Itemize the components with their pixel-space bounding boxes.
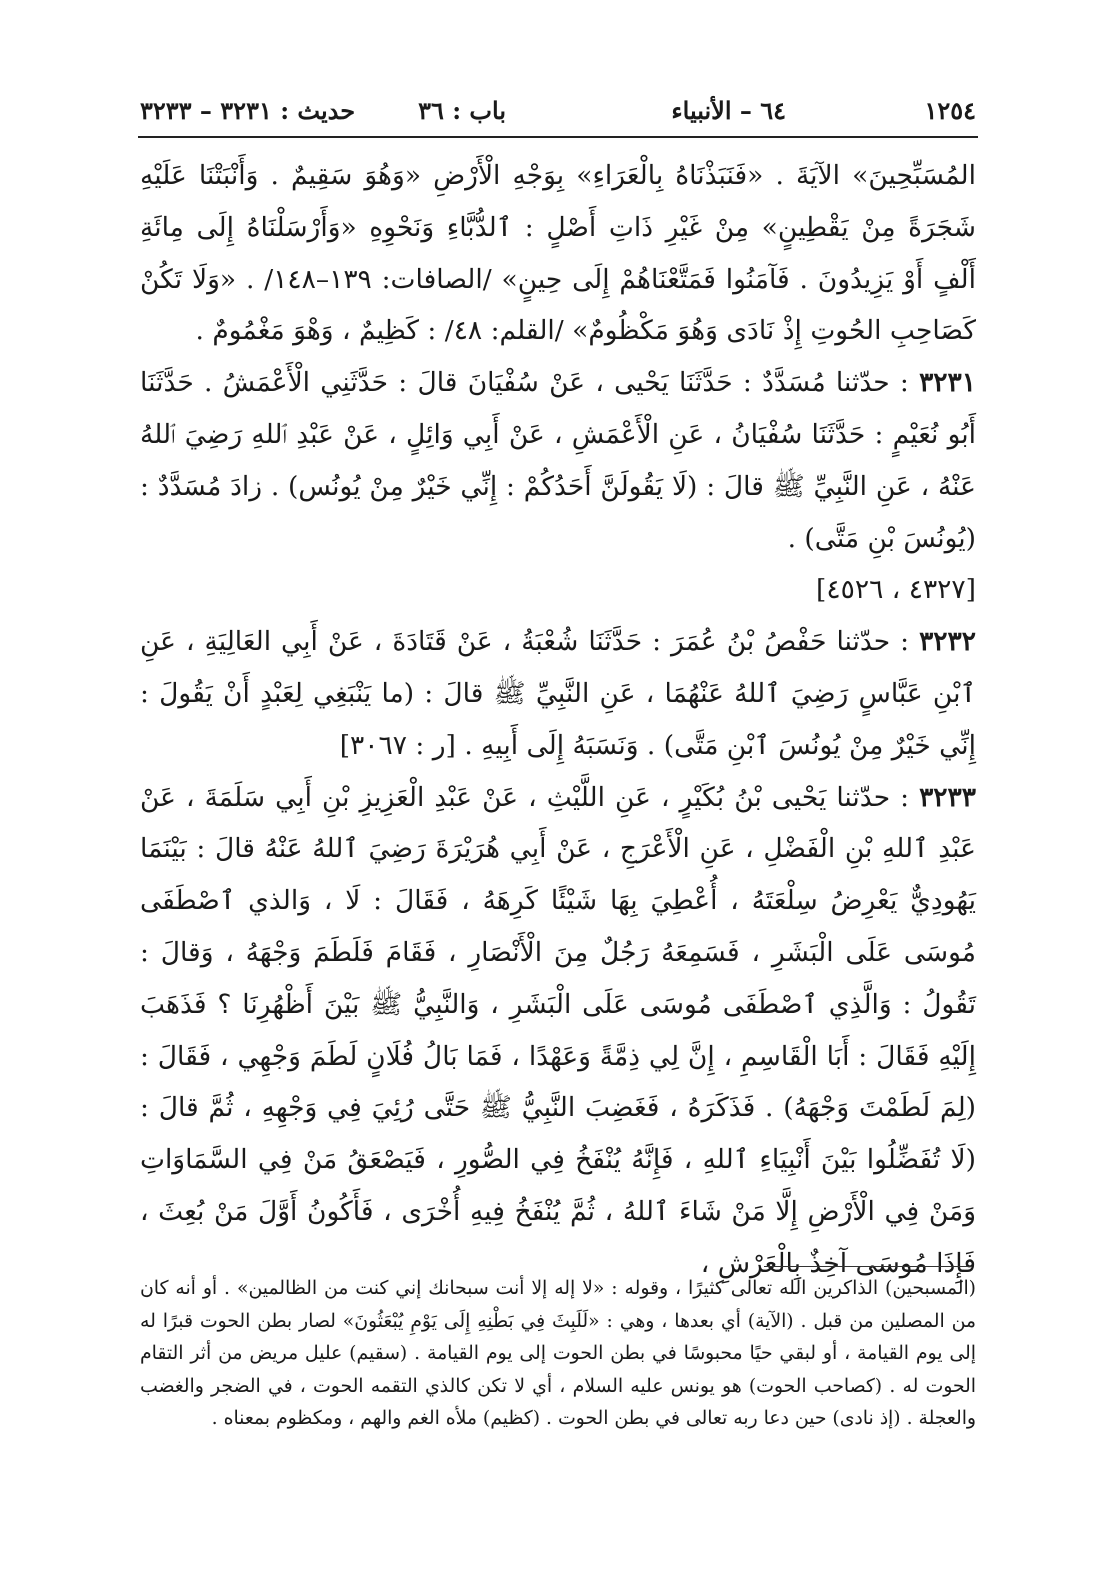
intro-paragraph: المُسَبِّحِينَ» الآيَةَ . «فَنَبَذْنَاهُ بِالْعَرَاءِ» بِوَجْهِ الْأَرْضِ «وَهُوَ سَقِيمٌ . وَأَنْبَتْنَا عَلَيْهِ شَجَرَةً مِنْ يَقْطِينٍ» مِنْ غَيْرِ ذَاتِ أَصْلٍ : ٱلدُّبَّاءِ وَنَحْوِهِ «وَأَرْسَلْنَاهُ إِلَى مِائَةِ أَلْفٍ أَوْ يَزِيدُونَ . فَآمَنُوا فَمَتَّعْنَاهُمْ إِلَى حِينٍ» /الصافات: ١٣٩–١٤٨/ . «وَلَا تَكُنْ كَصَاحِبِ الحُوتِ إِذْ نَادَى وَهُوَ مَكْظُومٌ» /القلم: ٤٨/ : كَظِيمٌ ، وَهْوَ مَغْمُومٌ . — [140, 160, 976, 347]
hadith-references: [٤٣٢٧ ، ٤٥٢٦] — [816, 574, 976, 606]
main-text — [140, 150, 976, 1290]
hadith-number: ٣٢٣٢ — [919, 626, 976, 658]
hadith-3233 — [140, 772, 976, 1290]
hadith-text: : حدّثنا يَحْيى بْنُ بُكَيْرٍ ، عَنِ اللَّيْثِ ، عَنْ عَبْدِ الْعَزِيزِ بْنِ أَبِي سَلَمَةَ ، عَنْ عَبْدِ ٱللهِ بْنِ الْفَضْلِ ، عَنِ الْأَعْرَجِ ، عَنْ أَبِي هُرَيْرَةَ رَضِيَ ٱللهُ عَنْهُ قالَ : بَيْنَمَا يَهُودِيٌّ يَعْرِضُ سِلْعَتَهُ ، أُعْطِيَ بِهَا شَيْئًا كَرِهَهُ ، فَقَالَ : لَا ، وَالذي ٱصْطَفَى مُوسَى عَلَى الْبَشَرِ ، فَسَمِعَهُ رَجُلٌ مِنَ الْأَنْصَارِ ، فَقَامَ فَلَطَمَ وَجْهَهُ ، وَقالَ : تَقُولُ : وَالَّذِي ٱصْطَفَى مُوسَى عَلَى الْبَشَرِ ، وَالنَّبِيُّ ﷺ بَيْنَ أَظْهُرِنَا ؟ فَذَهَبَ إِلَيْهِ فَقَالَ : أَبَا الْقَاسِمِ ، إِنَّ لِي ذِمَّةً وَعَهْدًا ، فَمَا بَالُ فُلَانٍ لَطَمَ وَجْهِي ، فَقَالَ : (لِمَ لَطَمْتَ وَجْهَهُ) . فَذَكَرَهُ ، فَغَضِبَ النَّبِيُّ ﷺ حَتَّى رُئِيَ فِي وَجْهِهِ ، ثُمَّ قالَ : (لَا تُفَضِّلُوا بَيْنَ أَنْبِيَاءِ ٱللهِ ، فَإِنَّهُ يُنْفَخُ فِي الصُّورِ ، فَيَصْعَقُ مَنْ فِي السَّمَاوَاتِ وَمَنْ فِي الْأَرْضِ إِلَّا مَنْ شَاءَ ٱللهُ ، ثُمَّ يُنْفَخُ فِيهِ أُخْرَى ، فَأَكُونُ أَوَّلَ مَنْ بُعِثَ ، فَإِذَا مُوسَى آخِذٌ بِالْعَرْشِ ، — [140, 781, 976, 1279]
hadith-text: : حدّثنا مُسَدَّدٌ : حَدَّثَنَا يَحْيى ، عَنْ سُفْيَانَ قالَ : حَدَّثَنِي الْأَعْمَشُ . حَدَّثَنَا أَبُو نُعَيْمٍ : حَدَّثَنَا سُفْيَانُ ، عَنِ الْأَعْمَشِ ، عَنْ أَبِي وَائِلٍ ، عَنْ عَبْدِ ٱللهِ رَضِيَ ٱللهُ عَنْهُ ، عَنِ النَّبِيِّ ﷺ قالَ : (لَا يَقُولَنَّ أَحَدُكُمْ : إِنِّي خَيْرٌ مِنْ يُونُس) . زادَ مُسَدَّدٌ : (يُونُسَ بْنِ مَتَّى) . — [140, 367, 976, 554]
footnote-separator — [764, 1266, 972, 1267]
hadith-range: حديث : ٣٢٣١ – ٣٢٣٣ — [140, 95, 356, 125]
header-rule — [138, 136, 978, 138]
bab-label: باب : ٣٦ — [418, 95, 506, 125]
page-header — [140, 88, 976, 132]
footnotes — [140, 1273, 976, 1436]
footnote-text: (المسبحين) الذاكرين الله تعالى كثيرًا ، وقوله : «لا إله إلا أنت سبحانك إني كنت من الظالمين» . أو أنه كان من المصلين من قبل . (الآية) أي بعدها ، وهي : «لَلَبِثَ فِي بَطْنِهِ إِلَى يَوْمِ يُبْعَثُونَ» لصار بطن الحوت قبرًا له إلى يوم القيامة ، أو لبقي حيًا محبوسًا في بطن الحوت إلى يوم القيامة . (سقيم) عليل مريض من أثر التقام الحوت له . (كصاحب الحوت) هو يونس عليه السلام ، أي لا تكن كالذي التقمه الحوت ، في الضجر والغضب والعجلة . (إذ نادى) حين دعا ربه تعالى في بطن الحوت . (كظيم) ملأه الغم والهم ، ومكظوم بمعناه . — [140, 1278, 976, 1429]
hadith-text: : حدّثنا حَفْصُ بْنُ عُمَرَ : حَدَّثَنَا شُعْبَةُ ، عَنْ قَتَادَةَ ، عَنْ أَبِي العَالِيَةِ ، عَنِ ٱبْنِ عَبَّاسٍ رَضِيَ ٱللهُ عَنْهُمَا ، عَنِ النَّبِيِّ ﷺ قالَ : (ما يَنْبَغِي لِعَبْدٍ أَنْ يَقُولَ : إِنِّي خَيْرٌ مِنْ يُونُسَ ٱبْنِ مَتَّى) . وَنَسَبَهُ إِلَى أَبِيهِ . [ر : ٣٠٦٧] — [140, 626, 976, 761]
hadith-3231 — [140, 357, 976, 616]
hadith-number: ٣٢٣١ — [919, 367, 976, 399]
chapter-title: ٦٤ – الأنبياء — [671, 95, 786, 125]
hadith-3232 — [140, 616, 976, 771]
page-number: ١٢٥٤ — [924, 95, 976, 125]
hadith-number: ٣٢٣٣ — [919, 781, 976, 813]
